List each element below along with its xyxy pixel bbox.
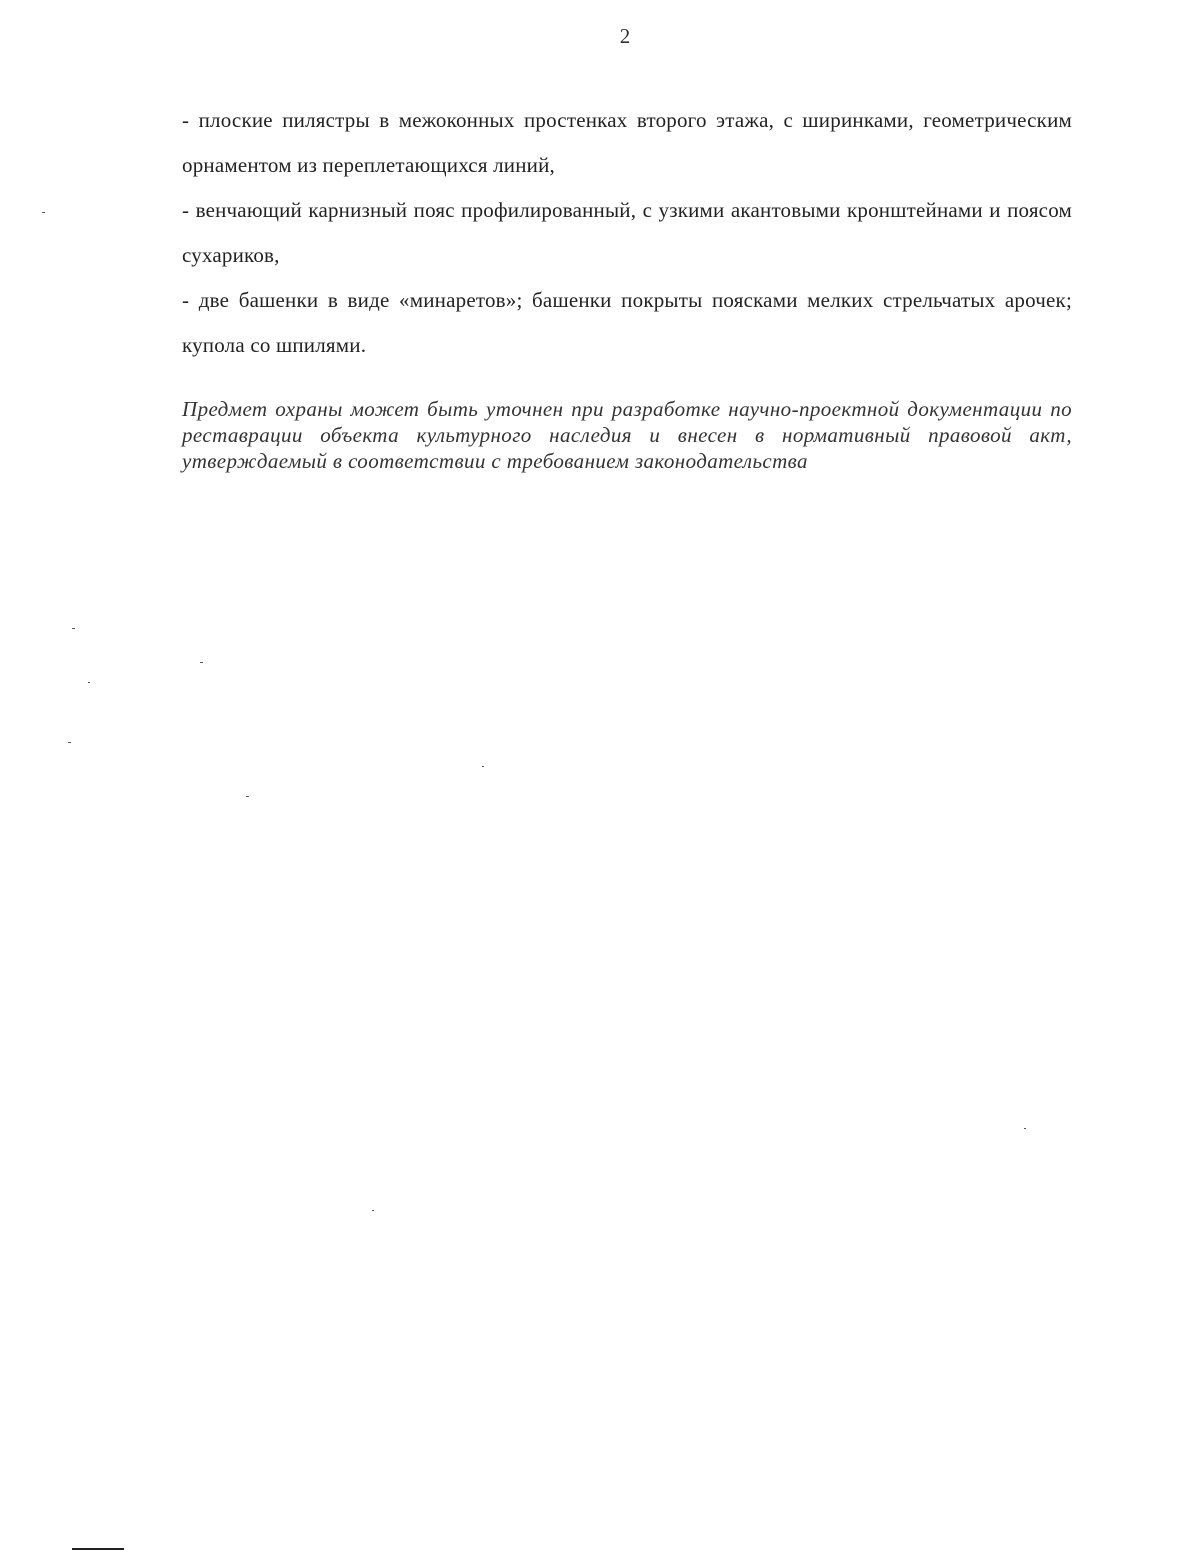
list-item: - плоские пилястры в межоконных простенках второго этажа, с ширинками, геометрическим орнаментом из переплетающихся линий, xyxy=(182,108,1072,177)
scan-speck xyxy=(482,766,484,767)
scan-speck xyxy=(68,742,71,743)
protection-features-list xyxy=(182,98,1072,368)
scan-speck xyxy=(72,628,75,629)
scan-speck xyxy=(42,212,45,213)
scan-speck xyxy=(88,682,90,683)
list-item: - венчающий карнизный пояс профилированный, с узкими акантовыми кронштейнами и поясом сухариков, xyxy=(182,198,1072,267)
scan-speck xyxy=(246,796,249,797)
footer-rule xyxy=(72,1548,124,1550)
scan-speck xyxy=(200,662,203,663)
protection-subject-note: Предмет охраны может быть уточнен при разработке научно-проектной документации по реставрации объекта культурного наследия и внесен в нормативный правовой акт, утверждаемый в соответствии с требованием законодательства xyxy=(182,397,1072,473)
list-item: - две башенки в виде «минаретов»; башенки покрыты поясками мелких стрельчатых арочек; купола со шпилями. xyxy=(182,288,1072,357)
scan-speck xyxy=(372,1210,374,1211)
scan-speck xyxy=(1024,1128,1026,1129)
page-number: 2 xyxy=(619,24,631,48)
